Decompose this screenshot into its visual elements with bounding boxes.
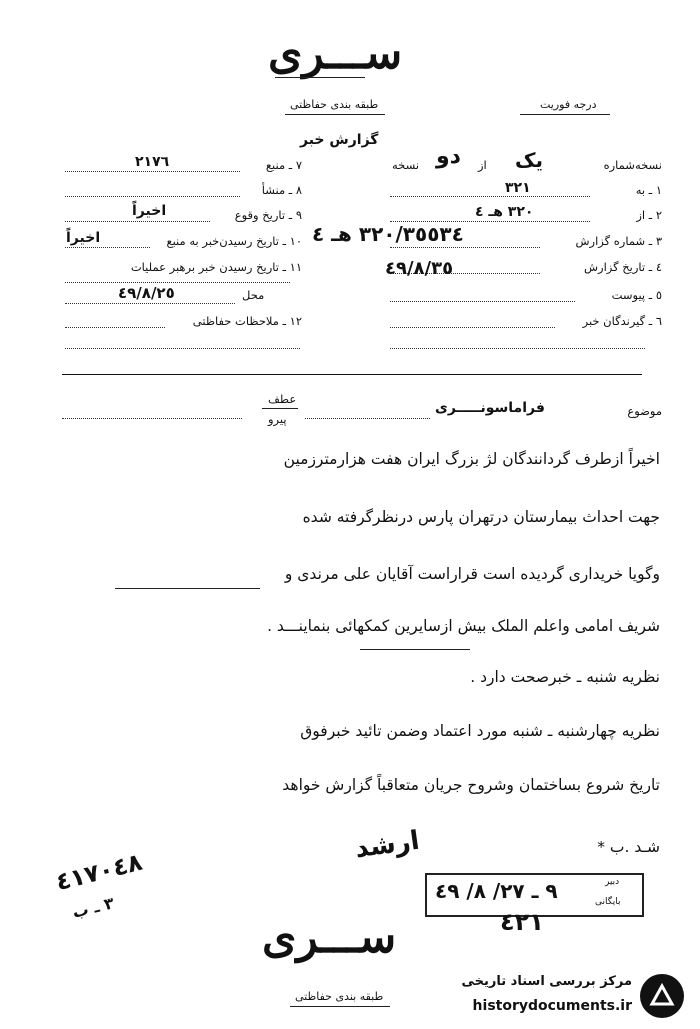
subject-value: فراماسونـــــری xyxy=(435,400,545,416)
protection-class-underline xyxy=(285,114,385,115)
body-line-5: نظریه شنبه ـ خبرصحت دارد . xyxy=(470,668,660,686)
report-number-label: ٣ ـ شماره گزارش xyxy=(575,234,662,248)
source-label: ٧ ـ منبع xyxy=(265,158,302,172)
ops-receipt-value: ٤٩/٨/٢٥ xyxy=(118,284,175,302)
to-value: ٣٢١ xyxy=(505,180,531,196)
margin-number: ٤١٧٠٤٨ xyxy=(52,847,145,897)
source-receipt-label: ١٠ ـ تاریخ رسیدن‌خبر به منبع xyxy=(166,234,302,248)
body-line-4: شریف امامی واعلم الملک بیش ازسایرین کمکهائی بنماینـــد . xyxy=(267,617,660,635)
remarks-dots xyxy=(65,327,165,328)
ref-bottom: پیرو xyxy=(268,412,287,426)
watermark-logo-icon xyxy=(640,974,684,1018)
stamp-label-bottom: بایگانی xyxy=(595,897,621,907)
title-underline xyxy=(275,77,365,78)
report-title: گزارش خبر xyxy=(300,132,379,148)
body-line-3: وگویا خریداری گردیده است قراراست آقایان علی مرندی و xyxy=(284,565,660,583)
names-underline-2 xyxy=(360,649,470,650)
ops-receipt-label: ١١ ـ تاریخ رسیدن خبر برهبر عملیات xyxy=(130,260,302,274)
watermark-url: historydocuments.ir xyxy=(472,998,632,1014)
signature: ارشد xyxy=(353,825,422,865)
margin-sub: ٣ ـ ب xyxy=(70,893,117,922)
remarks-dots-2 xyxy=(65,348,300,349)
protection-class-label: طبقه بندی حفاظتی xyxy=(290,98,379,111)
ref-top: عطف xyxy=(268,392,297,406)
source-value: ٢١٧٦ xyxy=(135,154,170,170)
names-underline-1 xyxy=(115,588,260,589)
body-line-8: شـد .ب * xyxy=(597,838,660,856)
form-separator xyxy=(62,374,642,375)
footer-protection-underline xyxy=(290,1006,390,1007)
recipients-dots-2 xyxy=(390,348,645,349)
subject-dots-right xyxy=(305,418,430,419)
recipients-label: ٦ ـ گیرندگان خبر xyxy=(582,314,662,328)
from-value: ٣٢٠ هـ ٤ xyxy=(475,204,534,220)
attachment-label: ٥ ـ پیوست xyxy=(611,288,662,302)
priority-underline xyxy=(520,114,610,115)
subject-label: موضوع xyxy=(627,404,662,418)
body-line-6: نظریه چهارشنبه ـ شنبه مورد اعتماد وضمن تائید خبرفوق xyxy=(300,722,660,740)
body-line-2: جهت احداث بیمارستان درتهران پارس درنظرگرفته شده xyxy=(302,508,660,526)
subject-dots xyxy=(62,418,242,419)
to-dots xyxy=(390,196,590,197)
copies-hand: دو xyxy=(436,144,461,169)
priority-label: درجه فوریت xyxy=(540,98,597,111)
attachment-dots xyxy=(390,301,575,302)
from-label: ٢ ـ از xyxy=(636,208,662,222)
to-label: ١ ـ به xyxy=(635,183,662,197)
footer-protection-class-label: طبقه بندی حفاظتی xyxy=(295,990,384,1003)
copy-of-label: از xyxy=(478,158,487,172)
stamp-number: ٩ ـ ٢٧/ ٨/ ٤٩ xyxy=(435,879,558,903)
footer-classification-title: ســـری xyxy=(262,912,397,963)
place-dots xyxy=(65,303,235,304)
body-line-7: تاریخ شروع بساختمان وشروح جریان متعاقباً گزارش خواهد xyxy=(282,776,660,794)
remarks-label: ١٢ ـ ملاحظات حفاظتی xyxy=(192,314,302,328)
event-date-value: اخیراً xyxy=(132,203,167,219)
source-receipt-dots xyxy=(65,247,150,248)
place-label: محل xyxy=(242,288,265,302)
classification-title: ســـری xyxy=(268,28,403,79)
source-receipt-value: اخیراً xyxy=(66,230,101,246)
copy-suffix-label: نسخه xyxy=(392,158,420,172)
event-date-dots xyxy=(65,221,210,222)
ops-receipt-dots xyxy=(65,282,290,283)
recipients-dots xyxy=(390,327,555,328)
ref-divider xyxy=(262,408,298,409)
report-number-dots xyxy=(390,247,540,248)
copy-number-hand: یک xyxy=(515,148,543,172)
origin-label: ٨ ـ منشأ xyxy=(261,183,302,197)
report-number-value: ٣٢٠/٣٥٥٣٤ هـ ٤ xyxy=(312,222,464,246)
origin-dots xyxy=(65,196,240,197)
copy-number-label: نسخه‌شماره xyxy=(603,158,662,172)
report-date-label: ٤ ـ تاریخ گزارش xyxy=(583,260,662,274)
watermark-org: مرکز بررسی اسناد تاریخی xyxy=(461,974,632,989)
watermark xyxy=(420,968,690,1023)
source-dots xyxy=(65,171,240,172)
stamp-handwritten: ٤٢١ xyxy=(500,908,544,936)
report-date-value: ٤٩/٨/٣٥ xyxy=(385,258,454,279)
body-line-1: اخیراً ازطرف گردانندگان لژ بزرگ ایران هفت هزارمترزمین xyxy=(283,450,660,468)
event-date-label: ٩ ـ تاریخ وقوع xyxy=(234,208,302,222)
stamp-label-top: دبیر xyxy=(605,877,620,887)
